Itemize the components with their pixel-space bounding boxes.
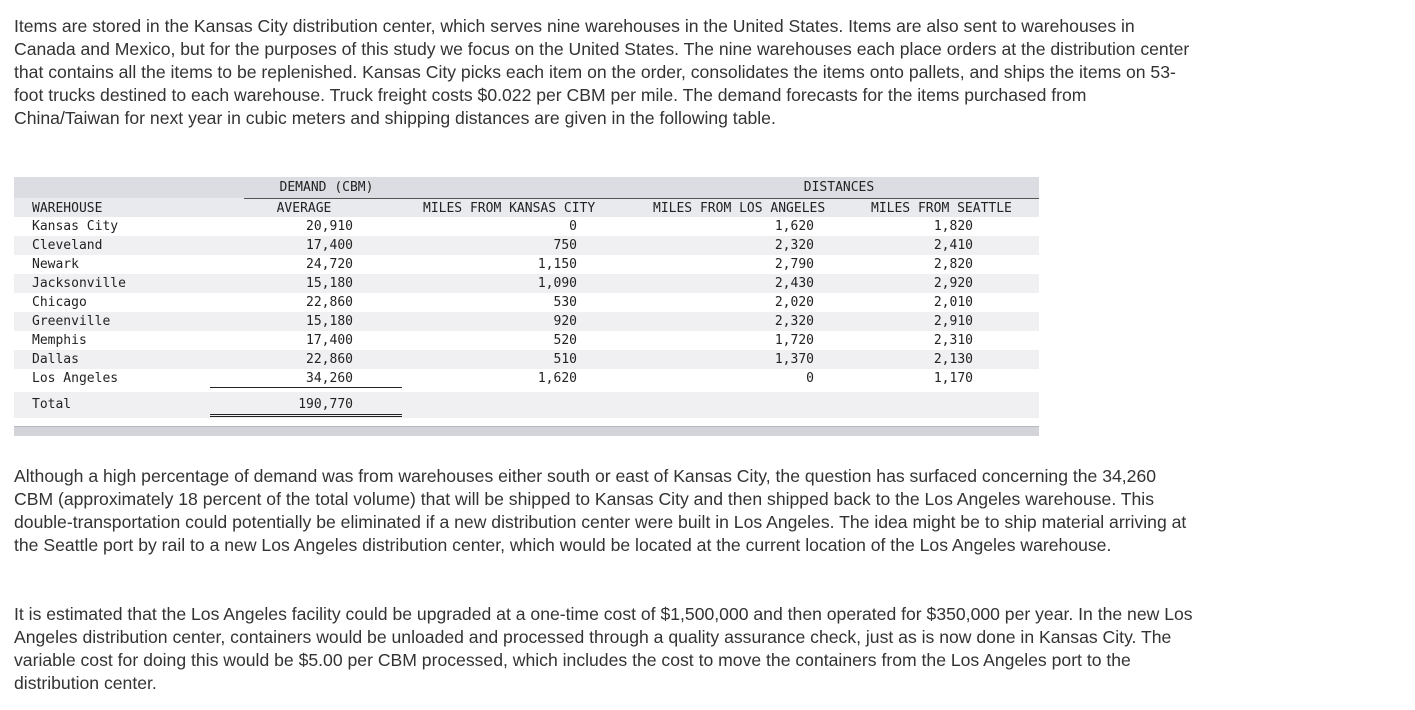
cell-miles-seattle: 2,410 xyxy=(933,238,973,253)
cell-miles-seattle: 2,820 xyxy=(933,257,973,272)
cost-paragraph: It is estimated that the Los Angeles facility could be upgraded at a one-time cost of $1,500,000 and then operated for $350,000 per year. In the new Los Angeles distribution center, containers would be unloaded and processed through a quality assurance check, just as is now done in Kansas City. The variable cost for doing this would be $5.00 per CBM processed, which includes the cost to move the containers from the Los Angeles port to the distribution center. xyxy=(14,604,1193,693)
cell-miles-kansas-city: 920 xyxy=(553,314,577,329)
cell-miles-seattle: 2,920 xyxy=(933,276,973,291)
cell-miles-los-angeles: 0 xyxy=(806,371,814,386)
intro-paragraph: Items are stored in the Kansas City distribution center, which serves nine warehouses in the United States. Items are also sent to warehouses in Canada and Mexico, but for the purposes of this study we focus on the United States. The nine warehouses each place orders at the distribution center that contains all the items to be replenished. Kansas City picks each item on the order, consolidates the items onto pallets, and ships the items on 53-foot trucks destined to each warehouse. Truck freight costs $0.022 per CBM per mile. The demand forecasts for the items purchased from China/Taiwan for next year in cubic meters and shipping distances are given in the following table. xyxy=(14,16,1190,128)
cell-miles-los-angeles: 2,430 xyxy=(774,276,814,291)
cell-average: 24,720 xyxy=(306,257,353,272)
cell-miles-kansas-city: 510 xyxy=(553,352,577,367)
table-footer-bar xyxy=(14,426,1039,436)
cell-average: 34,260 xyxy=(306,371,353,386)
cell-miles-kansas-city: 750 xyxy=(553,238,577,253)
column-header-average: AVERAGE xyxy=(276,201,332,216)
cell-average: 22,860 xyxy=(306,352,353,367)
cell-miles-seattle: 2,310 xyxy=(933,333,973,348)
cell-miles-seattle: 2,130 xyxy=(933,352,973,367)
cell-miles-kansas-city: 1,150 xyxy=(537,257,577,272)
cell-miles-los-angeles: 2,320 xyxy=(774,314,814,329)
subtotal-underline xyxy=(210,387,402,388)
cell-miles-los-angeles: 1,620 xyxy=(774,219,814,234)
cell-miles-kansas-city: 530 xyxy=(553,295,577,310)
total-value: 190,770 xyxy=(298,397,353,412)
cell-miles-seattle: 2,910 xyxy=(933,314,973,329)
cell-miles-los-angeles: 2,020 xyxy=(774,295,814,310)
cell-miles-los-angeles: 1,720 xyxy=(774,333,814,348)
cell-warehouse: Jacksonville xyxy=(32,276,126,291)
middle-paragraph: Although a high percentage of demand was from warehouses either south or east of Kansas City, the question has surfaced concerning the 34,260 CBM (approximately 18 percent of the total volume) that will be shipped to Kansas City and then shipped back to the Los Angeles warehouse. This double-transportation could potentially be eliminated if a new distribution center were built in Los Angeles. The idea might be to ship material arriving at the Seattle port by rail to a new Los Angeles distribution center, which would be located at the current location of the Los Angeles warehouse. xyxy=(14,466,1187,555)
column-header-miles-los-angeles: MILES FROM LOS ANGELES xyxy=(653,201,826,216)
cell-miles-kansas-city: 1,620 xyxy=(537,371,577,386)
cell-average: 22,860 xyxy=(306,295,353,310)
cell-average: 20,910 xyxy=(306,219,353,234)
cell-miles-seattle: 1,820 xyxy=(933,219,973,234)
cell-warehouse: Memphis xyxy=(32,333,87,348)
column-header-warehouse: WAREHOUSE xyxy=(32,201,103,216)
cell-miles-los-angeles: 2,320 xyxy=(774,238,814,253)
cell-average: 17,400 xyxy=(306,238,353,253)
cell-miles-kansas-city: 520 xyxy=(553,333,577,348)
cell-miles-los-angeles: 1,370 xyxy=(774,352,814,367)
cell-average: 15,180 xyxy=(306,276,353,291)
cell-miles-los-angeles: 2,790 xyxy=(774,257,814,272)
group-header-distances: DISTANCES xyxy=(803,180,875,195)
column-header-miles-seattle: MILES FROM SEATTLE xyxy=(871,201,1012,216)
warehouse-demand-table xyxy=(14,177,1039,435)
cell-warehouse: Dallas xyxy=(32,352,79,367)
total-double-underline xyxy=(210,414,402,417)
cell-warehouse: Kansas City xyxy=(32,219,119,234)
cell-warehouse: Chicago xyxy=(32,295,87,310)
cell-miles-kansas-city: 0 xyxy=(569,219,577,234)
cell-miles-kansas-city: 1,090 xyxy=(537,276,577,291)
group-header-demand: DEMAND (CBM) xyxy=(279,180,374,195)
cell-average: 15,180 xyxy=(306,314,353,329)
total-label: Total xyxy=(32,397,72,412)
cell-miles-seattle: 2,010 xyxy=(933,295,973,310)
cell-warehouse: Los Angeles xyxy=(32,371,119,386)
cell-warehouse: Newark xyxy=(32,257,79,272)
column-header-miles-kansas-city: MILES FROM KANSAS CITY xyxy=(423,201,596,216)
cell-average: 17,400 xyxy=(306,333,353,348)
cell-warehouse: Greenville xyxy=(32,314,111,329)
cell-miles-seattle: 1,170 xyxy=(933,371,973,386)
total-row-band xyxy=(14,392,1039,418)
cell-warehouse: Cleveland xyxy=(32,238,103,253)
